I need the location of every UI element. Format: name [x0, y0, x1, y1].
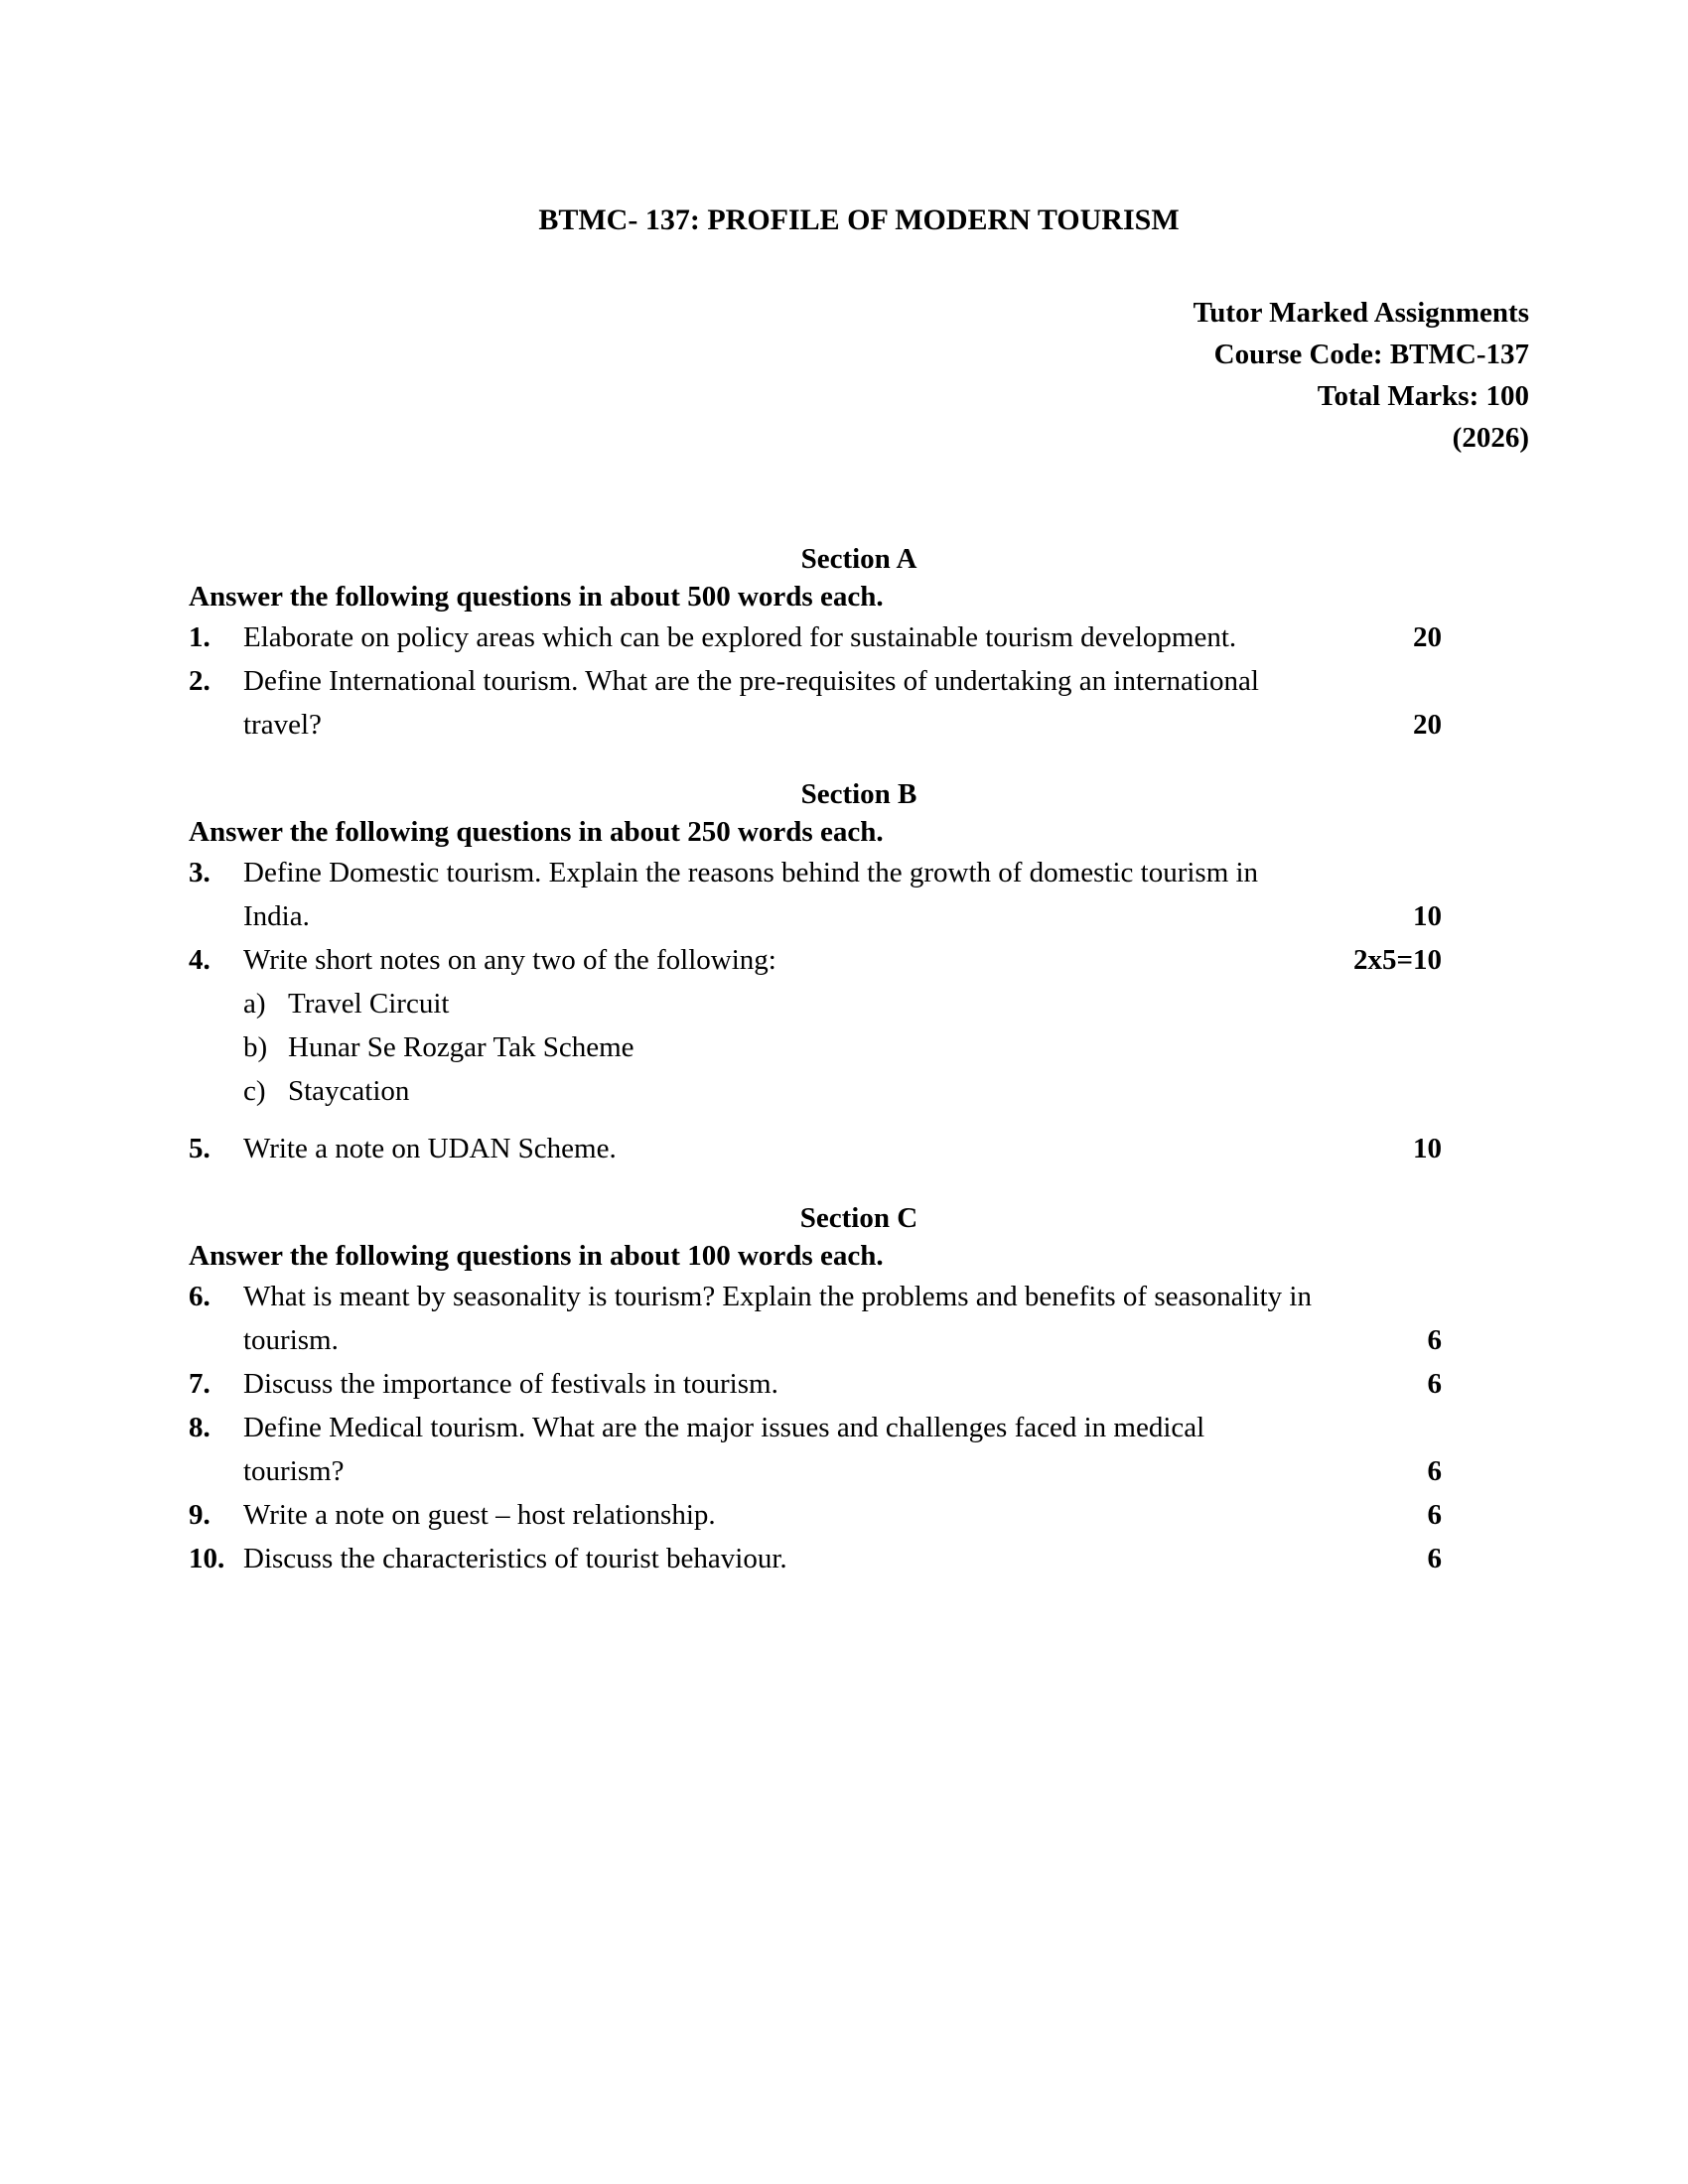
header-block [189, 292, 1529, 459]
question-row [189, 615, 1529, 659]
question-marks: 20 [1413, 709, 1442, 741]
section-instruction: Answer the following questions in about 100 words each. [189, 1240, 884, 1272]
question-text: Define International tourism. What are the pre-requisites of undertaking an international [243, 665, 1259, 697]
question-text: Write a note on guest – host relationship. [243, 1499, 716, 1531]
question-number: 5. [189, 1133, 211, 1164]
question-subitem-row [189, 982, 1529, 1025]
question-marks: 20 [1413, 621, 1442, 653]
question-number-spacer [189, 703, 243, 747]
question-row [189, 851, 1529, 894]
question-number: 8. [189, 1412, 211, 1443]
question-marks: 6 [1427, 1543, 1442, 1574]
doc-title: BTMC- 137: PROFILE OF MODERN TOURISM [538, 204, 1180, 236]
question-marks: 6 [1427, 1368, 1442, 1400]
question-marks: 6 [1427, 1499, 1442, 1531]
question-row [189, 938, 1529, 982]
question-number: 9. [189, 1499, 211, 1531]
question-text: Define Domestic tourism. Explain the reasons behind the growth of domestic tourism in [243, 857, 1259, 888]
question-text: Write short notes on any two of the following: [243, 944, 776, 976]
question-number: 10. [189, 1543, 225, 1574]
question-number-spacer [189, 1069, 243, 1113]
section-b [189, 775, 1529, 1170]
question-number: 1. [189, 621, 211, 653]
question-row [189, 659, 1529, 703]
question-row [189, 1275, 1529, 1318]
question-text: India. [243, 900, 310, 932]
question-number-spacer [189, 894, 243, 938]
subitem-label: c) [243, 1075, 266, 1107]
question-number-spacer [189, 1025, 243, 1069]
section-instruction: Answer the following questions in about 500 words each. [189, 581, 884, 613]
subitem-text: Staycation [288, 1075, 410, 1107]
header-line-total-marks: Total Marks: 100 [1317, 380, 1529, 412]
question-number: 6. [189, 1281, 211, 1312]
subitem-label: a) [243, 988, 266, 1020]
question-continuation-row [189, 703, 1529, 747]
section-heading: Section C [799, 1202, 918, 1234]
subitem-label: b) [243, 1031, 268, 1063]
question-text: travel? [243, 709, 322, 741]
subitem-text: Hunar Se Rozgar Tak Scheme [288, 1031, 634, 1063]
header-line-course-code: Course Code: BTMC-137 [1213, 339, 1529, 370]
question-row [189, 1127, 1529, 1170]
question-text: What is meant by seasonality is tourism? Explain the problems and benefits of seasonality in [243, 1281, 1312, 1312]
question-subitem-row [189, 1025, 1529, 1069]
question-number: 2. [189, 665, 211, 697]
question-number-spacer [189, 982, 243, 1025]
question-number: 3. [189, 857, 211, 888]
question-number-spacer [189, 1449, 243, 1493]
question-row [189, 1493, 1529, 1537]
question-text: Discuss the importance of festivals in tourism. [243, 1368, 778, 1400]
question-text: Define Medical tourism. What are the major issues and challenges faced in medical [243, 1412, 1205, 1443]
question-marks: 2x5=10 [1352, 944, 1442, 976]
question-text: Discuss the characteristics of tourist behaviour. [243, 1543, 787, 1574]
question-marks: 10 [1413, 1133, 1442, 1164]
question-number: 7. [189, 1368, 211, 1400]
question-subitem-row [189, 1069, 1529, 1113]
section-instruction: Answer the following questions in about 250 words each. [189, 816, 884, 848]
question-text: tourism? [243, 1455, 345, 1487]
question-row [189, 1362, 1529, 1406]
question-row [189, 1406, 1529, 1449]
question-number: 4. [189, 944, 211, 976]
header-line-assignment-type: Tutor Marked Assignments [1193, 297, 1529, 329]
question-marks: 6 [1427, 1324, 1442, 1356]
question-text: Write a note on UDAN Scheme. [243, 1133, 617, 1164]
section-heading: Section A [800, 543, 917, 575]
subitem-text: Travel Circuit [288, 988, 450, 1020]
question-continuation-row [189, 1318, 1529, 1362]
question-marks: 10 [1413, 900, 1442, 932]
question-continuation-row [189, 1449, 1529, 1493]
question-number-spacer [189, 1318, 243, 1362]
section-a [189, 540, 1529, 747]
section-c [189, 1199, 1529, 1580]
question-marks: 6 [1427, 1455, 1442, 1487]
question-text: Elaborate on policy areas which can be explored for sustainable tourism development. [243, 621, 1237, 653]
question-text: tourism. [243, 1324, 339, 1356]
question-row [189, 1537, 1529, 1580]
section-heading: Section B [800, 778, 917, 810]
header-line-year: (2026) [1452, 422, 1529, 454]
question-continuation-row [189, 894, 1529, 938]
